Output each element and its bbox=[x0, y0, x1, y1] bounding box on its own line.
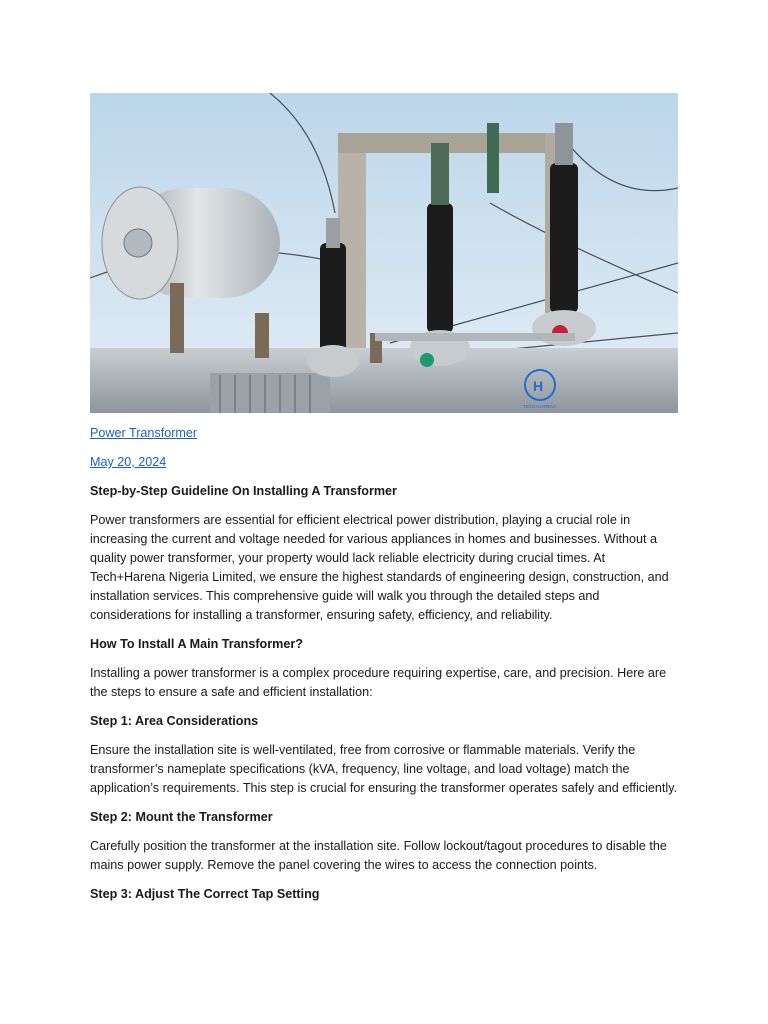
date-link[interactable]: May 20, 2024 bbox=[90, 455, 167, 469]
step2-text: Carefully position the transformer at the installation site. Follow lockout/tagout procedures to disable the mains power supply. Remove the panel covering the wires to access the connection points. bbox=[90, 839, 667, 872]
article-title: Step-by-Step Guideline On Installing A Transformer bbox=[90, 484, 397, 498]
step3-heading: Step 3: Adjust The Correct Tap Setting bbox=[90, 887, 320, 901]
hero-image bbox=[90, 93, 678, 413]
section-intro: Installing a power transformer is a complex procedure requiring expertise, care, and precision. Here are the steps to ensure a safe and efficient installation: bbox=[90, 666, 667, 699]
svg-text:TECH+HARENA: TECH+HARENA bbox=[523, 404, 557, 409]
intro-paragraph: Power transformers are essential for efficient electrical power distribution, playing a crucial role in increasing the current and voltage needed for various appliances in homes and businesses. Without a quality power transformer, your property would lack reliable electricity during crucial times. At Tech+Harena Nigeria Limited, we ensure the highest standards of engineering design, construction, and installation services. This comprehensive guide will walk you through the detailed steps and considerations for installing a transformer, ensuring safety, efficiency, and reliability. bbox=[90, 513, 669, 622]
section-heading: How To Install A Main Transformer? bbox=[90, 637, 303, 651]
category-link[interactable]: Power Transformer bbox=[90, 426, 198, 440]
step2-heading: Step 2: Mount the Transformer bbox=[90, 810, 273, 824]
power-transformer-photo bbox=[90, 93, 678, 413]
step1-text: Ensure the installation site is well-ventilated, free from corrosive or flammable materials. Verify the transformer’s nameplate specifications (kVA, frequency, line voltage, and load voltage) match the application’s requirements. This step is crucial for ensuring the transformer operates safely and efficiently. bbox=[90, 743, 678, 795]
svg-text:H: H bbox=[533, 378, 544, 394]
step1-heading: Step 1: Area Considerations bbox=[90, 714, 259, 728]
article-content bbox=[90, 424, 678, 914]
